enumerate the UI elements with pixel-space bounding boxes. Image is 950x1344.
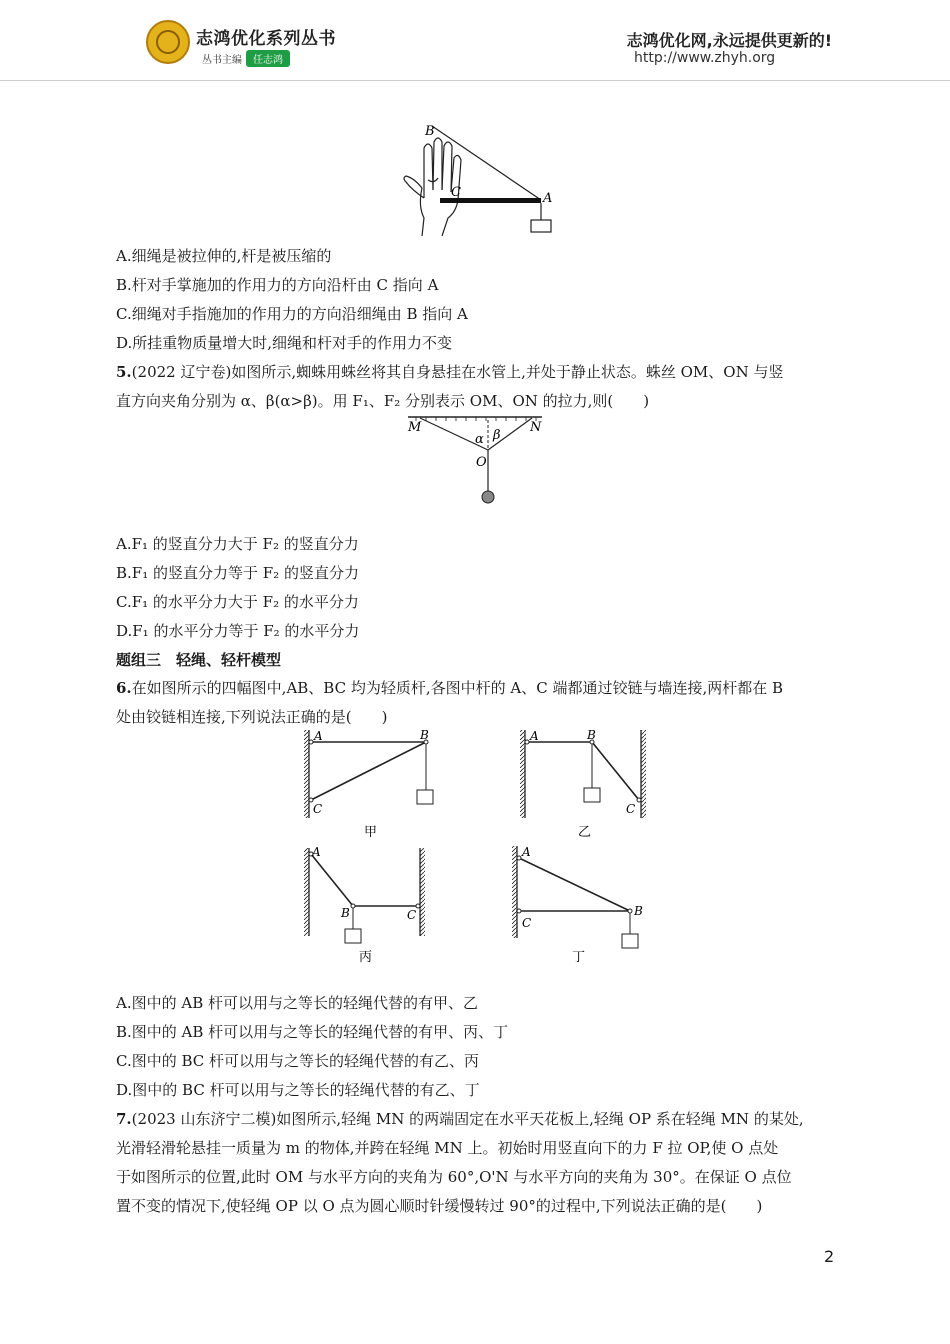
page-number: 2	[824, 1247, 835, 1266]
q5-stem-line-2: 直方向夹角分别为 α、β(α>β)。用 F₁、F₂ 分别表示 OM、ON 的拉力,则( )	[116, 392, 650, 410]
q7-stem-line-2: 光滑轻滑轮悬挂一质量为 m 的物体,并跨在轻绳 MN 上。初始时用竖直向下的力 F 拉 OP,使 O 点处	[116, 1139, 779, 1157]
q5-stem-line-1	[116, 362, 783, 382]
q7-stem-line-4: 置不变的情况下,使轻绳 OP 以 O 点为圆心顺时针缓慢转过 90°的过程中,下列说法正确的是( )	[116, 1197, 763, 1215]
q7-stem-line-1	[116, 1109, 804, 1129]
editor-line	[198, 50, 290, 67]
publisher-logo	[146, 20, 190, 64]
q6-stem-text-1: 在如图所示的四幅图中,AB、BC 均为轻质杆,各图中杆的 A、C 端都通过铰链与墙连接,两杆都在 B	[131, 679, 784, 697]
q4-option-a: A.细绳是被拉伸的,杆是被压缩的	[116, 247, 332, 265]
diagram-ding	[512, 845, 643, 965]
group3-heading: 题组三 轻绳、轻杆模型	[116, 651, 282, 669]
yi-label-b: B	[587, 728, 596, 742]
diagram-bing	[304, 845, 425, 965]
q5-label-n: N	[530, 420, 542, 435]
q7-stem-text-1: (2023 山东济宁二模)如图所示,轻绳 MN 的两端固定在水平天花板上,轻绳 OP 系在轻绳 MN 的某处,	[131, 1110, 804, 1128]
diagram-yi	[520, 728, 646, 840]
q7-stem-line-3: 于如图所示的位置,此时 OM 与水平方向的夹角为 60°,O'N 与水平方向的夹角为 30°。在保证 O 点位	[116, 1168, 792, 1186]
caption-bing: 丙	[359, 950, 373, 965]
yi-label-c: C	[626, 802, 636, 816]
q5-number: 5.	[116, 363, 132, 381]
bing-label-a: A	[312, 845, 321, 859]
editor-label: 丛书主编	[202, 55, 242, 66]
ding-label-c: C	[522, 916, 532, 930]
q5-label-o: O	[476, 455, 487, 470]
q6-option-d: D.图中的 BC 杆可以用与之等长的轻绳代替的有乙、丁	[116, 1081, 480, 1099]
jia-label-b: B	[420, 728, 429, 742]
q4-label-a: A	[543, 191, 553, 206]
q4-label-b: B	[425, 124, 435, 139]
q4-option-b: B.杆对手掌施加的作用力的方向沿杆由 C 指向 A	[116, 276, 439, 294]
header-slogan: 志鸿优化网,永远提供更新的!	[626, 31, 832, 50]
header-url[interactable]: http://www.zhyh.org	[634, 50, 776, 66]
bing-label-b: B	[341, 906, 350, 920]
q4-option-d: D.所挂重物质量增大时,细绳和杆对手的作用力不变	[116, 334, 453, 352]
q5-stem-text-1: (2022 辽宁卷)如图所示,蜘蛛用蛛丝将其自身悬挂在水管上,并处于静止状态。蛛丝 OM、ON 与竖	[131, 363, 784, 381]
diagram-jia	[304, 728, 433, 840]
q5-spider-figure	[402, 412, 552, 508]
q5-option-d: D.F₁ 的水平分力等于 F₂ 的水平分力	[116, 622, 360, 640]
q5-option-c: C.F₁ 的水平分力大于 F₂ 的水平分力	[116, 593, 359, 611]
header-divider	[0, 80, 950, 81]
q6-stem-line-2: 处由铰链相连接,下列说法正确的是( )	[116, 708, 388, 726]
q5-label-m: M	[408, 420, 422, 435]
q4-hand-figure	[398, 120, 568, 240]
q6-option-c: C.图中的 BC 杆可以用与之等长的轻绳代替的有乙、丙	[116, 1052, 480, 1070]
q6-four-diagrams	[300, 728, 652, 970]
q6-number: 6.	[116, 679, 132, 697]
jia-label-a: A	[314, 729, 323, 743]
q5-label-beta: β	[493, 428, 501, 443]
q6-option-a: A.图中的 AB 杆可以用与之等长的轻绳代替的有甲、乙	[116, 994, 478, 1012]
yi-label-a: A	[530, 729, 539, 743]
editor-name-badge: 任志鸿	[246, 50, 290, 67]
q6-option-b: B.图中的 AB 杆可以用与之等长的轻绳代替的有甲、丙、丁	[116, 1023, 509, 1041]
series-title: 志鸿优化系列丛书	[196, 29, 336, 49]
q5-label-alpha: α	[475, 432, 484, 447]
q6-stem-line-1	[116, 678, 783, 698]
q5-option-a: A.F₁ 的竖直分力大于 F₂ 的竖直分力	[116, 535, 359, 553]
page-header	[0, 0, 950, 80]
jia-label-c: C	[313, 802, 323, 816]
bing-label-c: C	[407, 908, 417, 922]
caption-yi: 乙	[578, 825, 592, 840]
ding-label-b: B	[634, 904, 643, 918]
ding-label-a: A	[522, 845, 531, 859]
caption-ding: 丁	[572, 950, 586, 965]
caption-jia: 甲	[364, 825, 378, 840]
q7-number: 7.	[116, 1110, 132, 1128]
q4-label-c: C	[451, 185, 461, 200]
q5-option-b: B.F₁ 的竖直分力等于 F₂ 的竖直分力	[116, 564, 359, 582]
q4-option-c: C.细绳对手指施加的作用力的方向沿细绳由 B 指向 A	[116, 305, 468, 323]
